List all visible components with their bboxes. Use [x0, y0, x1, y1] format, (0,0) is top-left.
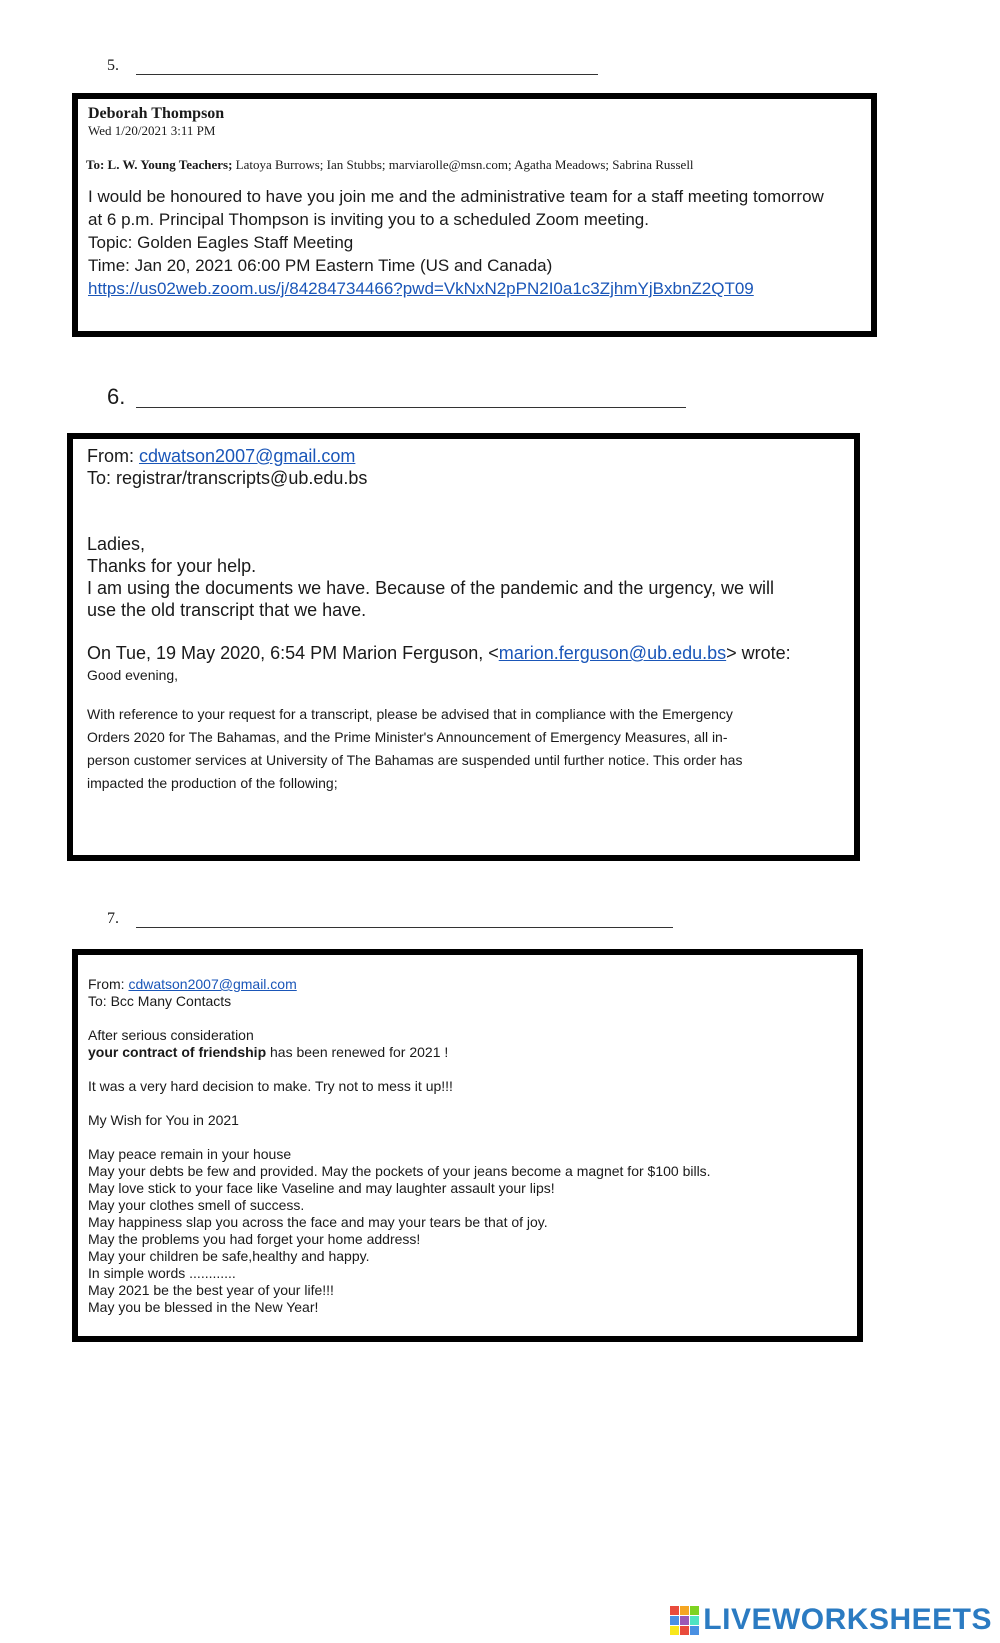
wish-line: May your children be safe,healthy and happy. — [88, 1248, 370, 1264]
logo-square — [690, 1606, 699, 1615]
question-6-answer-line[interactable] — [136, 391, 686, 408]
email-5-body — [88, 185, 824, 300]
email-box-6 — [67, 433, 860, 861]
contract-bold: your contract of friendship — [88, 1044, 267, 1060]
question-7-answer-line[interactable] — [136, 915, 673, 928]
liveworksheets-logo — [670, 1605, 992, 1635]
quoted-line: person customer services at University of The Bahamas are suspended until further notice. This order has — [87, 752, 743, 768]
wish-line: May love stick to your face like Vaseline and may laughter assault your lips! — [88, 1180, 555, 1196]
email-5-sender: Deborah Thompson — [88, 105, 225, 122]
email-7-hard: It was a very hard decision to make. Try not to mess it up!!! — [88, 1078, 453, 1094]
email-5-body-line: at 6 p.m. Principal Thompson is inviting you to a scheduled Zoom meeting. — [88, 210, 649, 229]
quote-suffix: > wrote: — [726, 643, 791, 663]
quoted-line: With reference to your request for a transcript, please be advised that in compliance with the Emergency — [87, 706, 733, 722]
question-5-number: 5. — [107, 57, 119, 74]
email-7-from-label: From: — [88, 976, 129, 992]
wish-line: May happiness slap you across the face and may your tears be that of joy. — [88, 1214, 548, 1230]
email-7-contract — [88, 1044, 711, 1061]
logo-square — [670, 1616, 679, 1625]
wish-lines — [88, 1146, 711, 1316]
logo-square — [680, 1606, 689, 1615]
question-7-number: 7. — [107, 910, 119, 927]
email-6-quote-header — [87, 642, 791, 664]
email-6-greeting: Ladies, — [87, 534, 146, 554]
email-6-from — [87, 445, 791, 467]
email-6-thanks: Thanks for your help. — [87, 556, 257, 576]
wish-line: May you be blessed in the New Year! — [88, 1299, 319, 1315]
logo-mark-icon — [670, 1606, 699, 1635]
quoted-line: impacted the production of the following; — [87, 775, 338, 791]
question-5-answer-line[interactable] — [136, 62, 598, 75]
email-7-to: To: Bcc Many Contacts — [88, 993, 232, 1009]
email-6-body-line: use the old transcript that we have. — [87, 600, 367, 620]
email-6-evening: Good evening, — [87, 667, 179, 683]
wish-line: May your debts be few and provided. May the pockets of your jeans become a magnet for $100 bills. — [88, 1163, 711, 1179]
email-5-time: Time: Jan 20, 2021 06:00 PM Eastern Time (US and Canada) — [88, 256, 553, 275]
email-6-body — [87, 533, 791, 621]
logo-square — [670, 1606, 679, 1615]
wish-line: May the problems you had forget your home address! — [88, 1231, 421, 1247]
wish-line: May 2021 be the best year of your life!!! — [88, 1282, 334, 1298]
logo-square — [690, 1626, 699, 1635]
email-5-to-label: To: L. W. Young Teachers; — [86, 157, 233, 172]
question-6-number: 6. — [107, 384, 126, 409]
logo-square — [680, 1626, 689, 1635]
email-7-from-email[interactable]: cdwatson2007@gmail.com — [128, 976, 297, 992]
email-box-5 — [72, 93, 877, 337]
email-6-to: To: registrar/transcripts@ub.edu.bs — [87, 468, 368, 488]
email-5-to-list: Latoya Burrows; Ian Stubbs; marviarolle@msn.com; Agatha Meadows; Sabrina Russell — [232, 157, 694, 172]
zoom-meeting-link[interactable]: https://us02web.zoom.us/j/84284734466?pwd=VkNxN2pPN2I0a1c3ZjhmYjBxbnZ2QT09 — [88, 279, 754, 298]
wish-line: In simple words ............ — [88, 1265, 236, 1281]
quote-email-link[interactable]: marion.ferguson@ub.edu.bs — [498, 643, 727, 663]
logo-square — [690, 1616, 699, 1625]
email-7-from — [88, 976, 711, 993]
contract-rest: has been renewed for 2021 ! — [266, 1044, 449, 1060]
quoted-line: Orders 2020 for The Bahamas, and the Prime Minister's Announcement of Emergency Measures, all in- — [87, 729, 728, 745]
email-6-body-line: I am using the documents we have. Because of the pandemic and the urgency, we will — [87, 578, 775, 598]
logo-text: LIVEWORKSHEETS — [703, 1603, 992, 1636]
wish-line: May your clothes smell of success. — [88, 1197, 305, 1213]
email-5-topic: Topic: Golden Eagles Staff Meeting — [88, 233, 354, 252]
email-5-date: Wed 1/20/2021 3:11 PM — [88, 123, 216, 138]
email-6-quoted-paragraph — [87, 703, 791, 795]
email-6-from-label: From: — [87, 446, 139, 466]
email-7-after: After serious consideration — [88, 1027, 254, 1043]
email-6-from-email[interactable]: cdwatson2007@gmail.com — [139, 446, 356, 466]
email-box-7 — [72, 949, 863, 1342]
email-5-body-line: I would be honoured to have you join me and the administrative team for a staff meeting tomorrow — [88, 187, 824, 206]
wish-line: May peace remain in your house — [88, 1146, 292, 1162]
email-7-wish: My Wish for You in 2021 — [88, 1112, 239, 1128]
logo-square — [670, 1626, 679, 1635]
quote-prefix: On Tue, 19 May 2020, 6:54 PM Marion Ferguson, < — [87, 643, 499, 663]
logo-square — [680, 1616, 689, 1625]
email-5-recipients — [86, 157, 824, 173]
